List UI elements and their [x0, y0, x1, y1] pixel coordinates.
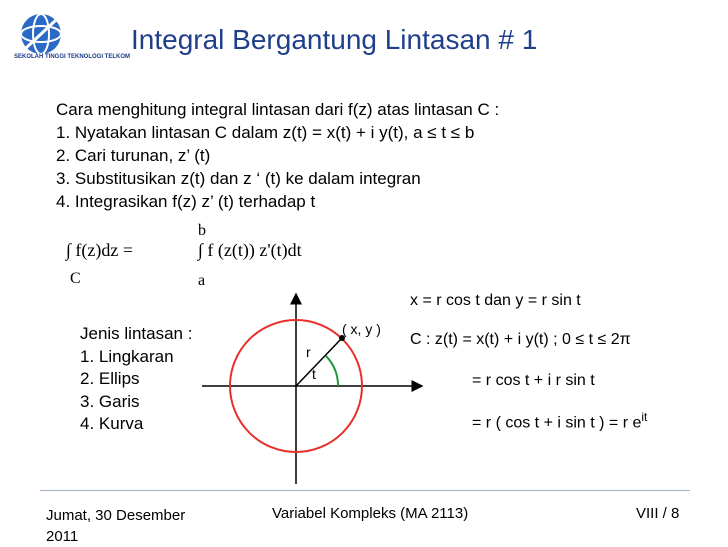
path-types-list [80, 323, 192, 436]
eq-cos-sin: = r cos t + i r sin t [472, 372, 595, 389]
eq-euler-exponent: it [641, 410, 648, 424]
lower-limit-a: a [198, 272, 206, 289]
logo-text: SEKOLAH TINGGI TEKNOLOGI TELKOM [14, 54, 130, 60]
step-1: 1. Nyatakan lintasan C dalam z(t) = x(t) + i y(t), a ≤ t ≤ b [56, 123, 475, 142]
angle-label: t [312, 366, 316, 382]
path-type-item: 1. Lingkaran [80, 346, 174, 366]
eq-euler [472, 410, 647, 432]
intro-line: Cara menghitung integral lintasan dari f(z) atas lintasan C : [56, 100, 500, 119]
point-label: ( x, y ) [342, 321, 381, 337]
integral-rhs: ∫ f (z(t)) z'(t)dt [198, 240, 302, 260]
step-3: 3. Substitusikan z(t) dan z ‘ (t) ke dalam integran [56, 169, 421, 188]
intro-steps [56, 98, 499, 213]
eq-euler-base: = r ( cos t + i sin t ) = r e [472, 414, 642, 432]
integral-lhs: ∫ f(z)dz = [66, 240, 134, 260]
footer-page: VIII / 8 [636, 505, 680, 522]
slide-title: Integral Bergantung Lintasan # 1 [131, 24, 538, 55]
path-type-item: 3. Garis [80, 391, 140, 411]
footer-course: Variabel Kompleks (MA 2113) [272, 505, 469, 522]
circle-diagram [190, 288, 430, 488]
eq-xy: x = r cos t dan y = r sin t [410, 292, 581, 309]
step-4: 4. Integrasikan f(z) z’ (t) terhadap t [56, 192, 316, 211]
globe-logo-icon [16, 10, 66, 60]
eq-zt: C : z(t) = x(t) + i y(t) ; 0 ≤ t ≤ 2π [410, 331, 631, 348]
upper-limit: b [198, 222, 206, 239]
radius-line [296, 338, 342, 386]
angle-arc [326, 356, 338, 386]
path-type-item: 2. Ellips [80, 369, 140, 388]
path-types-heading: Jenis lintasan : [80, 324, 193, 343]
path-type-item: 4. Kurva [80, 414, 144, 433]
radius-label: r [306, 344, 311, 360]
footer-date: Jumat, 30 Desember 2011 [46, 507, 186, 545]
lower-limit-c: C [70, 270, 81, 287]
step-2: 2. Cari turunan, z’ (t) [56, 146, 211, 165]
footer-divider [40, 490, 690, 491]
